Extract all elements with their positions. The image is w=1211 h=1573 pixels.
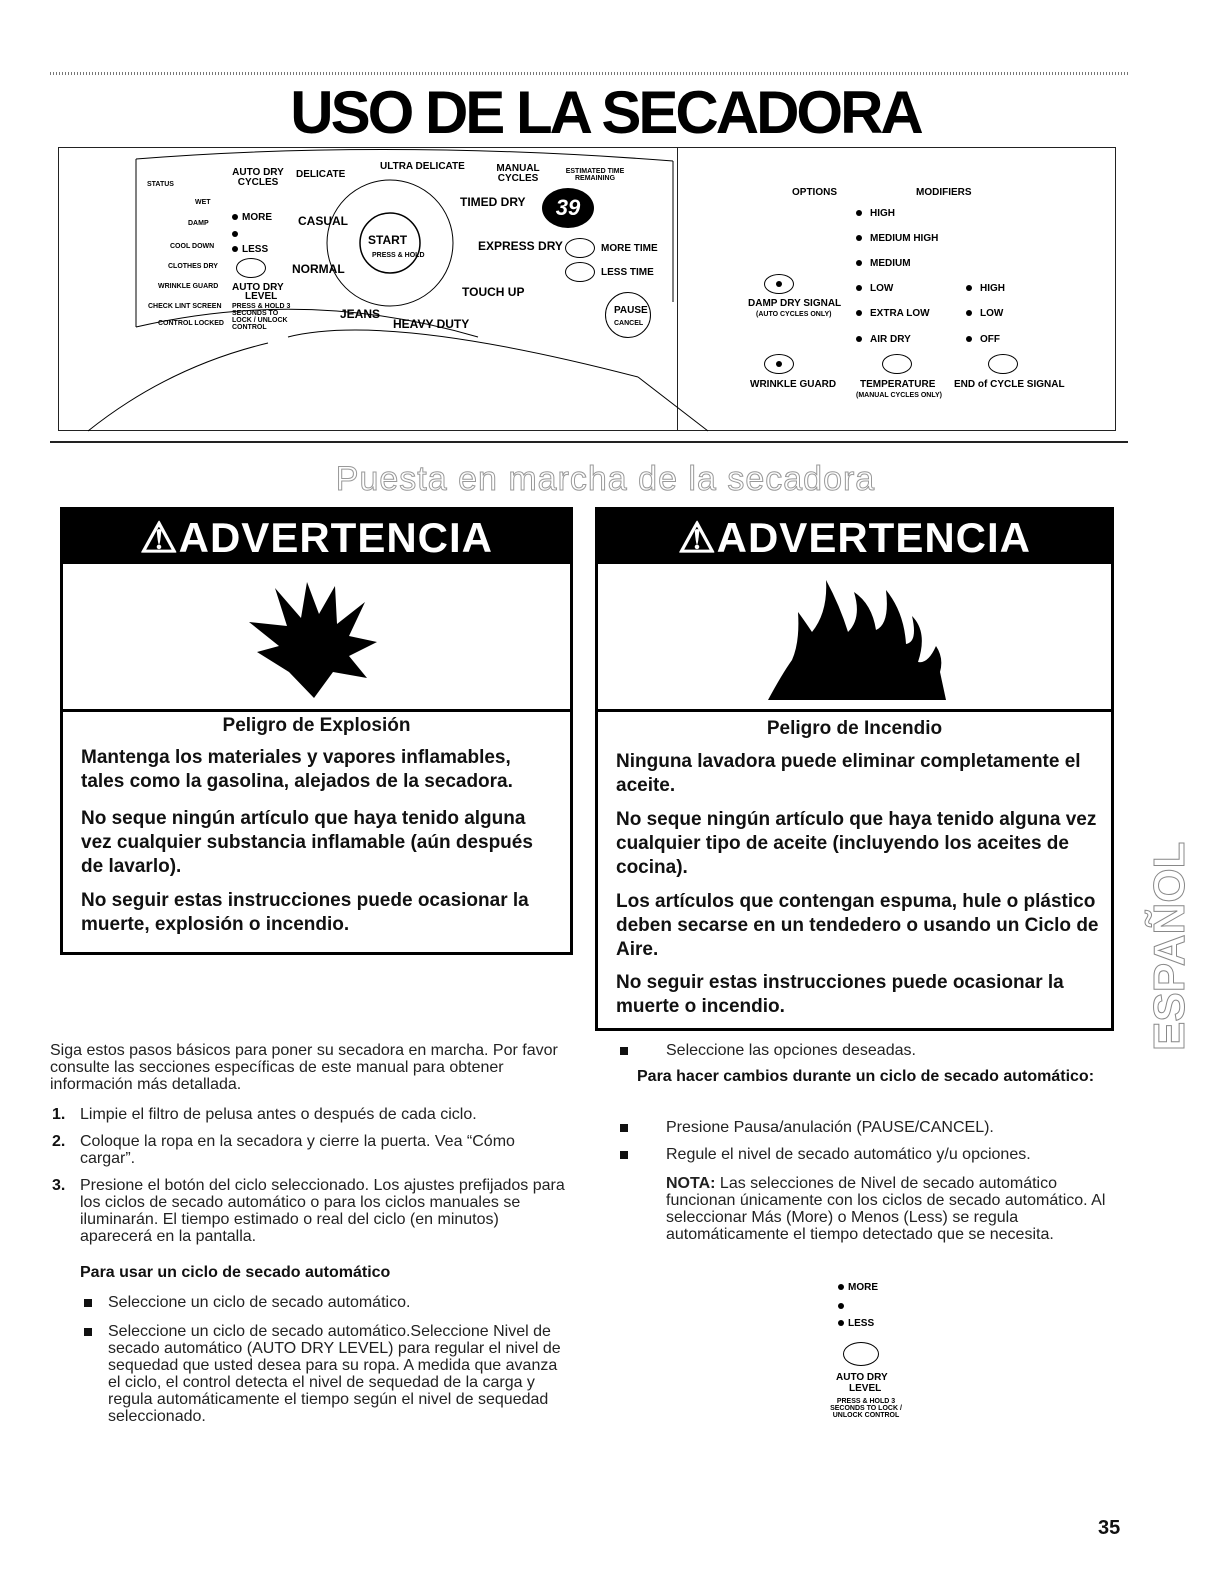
step-number: 1. [52,1106,66,1123]
bullet-text: Seleccione las opciones deseadas. [666,1042,916,1059]
less-label: LESS [848,1318,875,1329]
bullet-icon [620,1047,628,1055]
step-number: 2. [52,1133,66,1150]
normal-label: NORMAL [292,262,345,276]
warning-triangle-icon: ⚠ [677,514,717,561]
bullet-icon [620,1151,628,1159]
more-label: MORE [848,1282,878,1293]
status-damp: DAMP [188,220,209,227]
warning-paragraph: Ninguna lavadora puede eliminar completamente el aceite. [616,751,1081,796]
more-dot [838,1284,844,1290]
auto-cycle-heading: Para usar un ciclo de secado automático [80,1264,391,1281]
section-heading: Puesta en marcha de la secadora [335,460,876,498]
wrinkle-guard-label: WRINKLE GUARD [750,379,837,390]
status-wet: WET [195,199,211,206]
timed-dry-label: TIMED DRY [460,195,526,209]
bullet-text: Seleccione un ciclo de secado automático. [108,1294,411,1311]
warning-title-bar [598,510,1111,564]
auto-dry-label: AUTO DRY [232,282,284,293]
status-clothes-dry: CLOTHES DRY [168,263,218,270]
signal-dot-low [966,310,972,316]
warning-title-bar [63,510,570,564]
auto-dry-label: AUTO DRY [836,1372,888,1383]
mod-high: HIGH [870,208,895,219]
mod-low: LOW [870,283,894,294]
top-dotted-rule [50,72,1128,75]
wrinkle-guard-button[interactable] [764,354,794,374]
intro-text: Siga estos pasos básicos para poner su secadora en marcha. Por favor consulte las secciones específicas de este manual para obtener información más detallada. [50,1042,558,1093]
signal-low: LOW [980,308,1004,319]
less-time-button[interactable] [565,262,595,282]
bullet-icon [84,1328,92,1336]
bullet-icon [620,1124,628,1132]
explosion-icon [249,582,379,700]
mod-dot-medium [856,260,862,266]
ultra-delicate-label: ULTRA DELICATE [380,161,465,172]
delicate-label: DELICATE [296,169,346,180]
explosion-icon-area [63,564,570,712]
manual-cycles-only-label: (MANUAL CYCLES ONLY) [856,392,942,399]
change-heading: Para hacer cambios durante un ciclo de secado automático: [637,1068,1095,1085]
damp-dry-signal-button[interactable] [764,274,794,294]
note-label: NOTA: [666,1175,716,1192]
fire-icon [768,572,948,702]
signal-dot-high [966,285,972,291]
warning-title: ADVERTENCIA [178,514,493,561]
mod-medium: MEDIUM [870,258,911,269]
note-text [666,1175,1128,1243]
signal-off: OFF [980,334,1000,345]
end-of-cycle-signal-label: END of CYCLE SIGNAL [954,379,1065,390]
step-text: Limpie el filtro de pelusa antes o después de cada ciclo. [80,1106,477,1123]
page-title: USO DE LA SECADORA [290,79,921,146]
pause-label: PAUSE [614,305,648,316]
warning-paragraph: No seguir estas instrucciones puede ocasionar la muerte o incendio. [616,972,1064,1017]
explosion-warning [60,507,573,955]
auto-dry-level-button[interactable] [236,258,266,278]
warning-paragraph: No seguir estas instrucciones puede ocasionar la muerte, explosión o incendio. [81,890,529,935]
mod-air-dry: AIR DRY [870,334,911,345]
status-wrinkle-guard: WRINKLE GUARD [158,283,219,290]
heavy-duty-label: HEAVY DUTY [393,317,470,331]
more-dot [232,214,238,220]
bullet-icon [84,1299,92,1307]
fire-icon-area [598,564,1111,712]
middle-dot [232,231,238,237]
more-label: MORE [242,212,272,223]
mod-dot-low [856,285,862,291]
bullet-text: Regule el nivel de secado automático y/u opciones. [666,1146,1031,1163]
more-time-button[interactable] [565,238,595,258]
signal-dot-off [966,336,972,342]
mod-dot-air-dry [856,336,862,342]
mod-dot-medium-high [856,235,862,241]
level-label: LEVEL [849,1383,882,1394]
middle-dot [838,1303,844,1309]
mod-dot-high [856,210,862,216]
warning-subtitle: Peligro de Incendio [766,718,943,739]
less-label: LESS [242,244,269,255]
warning-paragraph: No seque ningún artículo que haya tenido alguna vez cualquier tipo de aceite (incluyendo los aceites de cocina). [616,809,1097,878]
touch-up-label: TOUCH UP [462,285,525,299]
status-label: STATUS [147,181,174,188]
auto-dry-level-button[interactable] [843,1342,879,1366]
estimated-time-label: ESTIMATED TIME REMAINING [565,168,625,182]
mod-medium-high: MEDIUM HIGH [870,233,939,244]
step-text: Coloque la ropa en la secadora y cierre la puerta. Vea “Cómo cargar”. [80,1133,515,1167]
damp-dry-signal-label: DAMP DRY SIGNAL [748,298,842,309]
options-label: OPTIONS [792,187,838,198]
level-label: LEVEL [245,291,278,302]
panel-bottom-rule [50,441,1128,443]
start-button[interactable]: START [368,233,408,247]
time-display: 39 [542,188,594,228]
warning-triangle-icon: ⚠ [139,514,179,561]
warning-paragraph: Los artículos que contengan espuma, hule o plástico deben secarse en un tendedero o usando un Ciclo de Aire. [616,891,1099,960]
temperature-button[interactable] [882,354,912,374]
end-of-cycle-signal-button[interactable] [988,354,1018,374]
step-number: 3. [52,1177,66,1194]
status-cool-down: COOL DOWN [170,243,215,250]
press-hold-label: PRESS & HOLD [372,252,425,259]
side-tab-text: ESPAÑOL [1145,841,1194,1051]
more-time-label: MORE TIME [601,243,658,254]
bullet-text: Seleccione un ciclo de secado automático.Seleccione Nivel de secado automático (AUTO DRY LEVEL) para regular el nivel de sequedad que usted desea para su ropa. A medida que avanza el ciclo, el control detecta el nivel de sequedad de la carga y regula automáticamente el tiempo según el nivel de sequedad seleccionado. [108,1323,561,1425]
bullet-text: Presione Pausa/anulación (PAUSE/CANCEL). [666,1119,994,1136]
jeans-label: JEANS [340,307,381,321]
modifiers-label: MODIFIERS [916,187,972,198]
press-hold-unlock-label: PRESS & HOLD 3 SECONDS TO LOCK / UNLOCK CONTROL [232,303,291,331]
temperature-label: TEMPERATURE [860,379,936,390]
signal-high: HIGH [980,283,1005,294]
less-dot [232,246,238,252]
less-time-label: LESS TIME [601,267,654,278]
warning-paragraph: No seque ningún artículo que haya tenido alguna vez cualquier substancia inflamable (aún después de lavarlo). [81,808,533,877]
press-hold-unlock-label: PRESS & HOLD 3 SECONDS TO LOCK / UNLOCK CONTROL [830,1398,902,1419]
cancel-label: CANCEL [614,320,644,327]
note-body: Las selecciones de Nivel de secado automático funcionan únicamente con los ciclos de secado automático. Al seleccionar Más (More) o Menos (Less) se regula automáticamente el tiempo detectado que se necesita. [666,1175,1106,1243]
warning-subtitle: Peligro de Explosión [222,715,411,736]
manual-cycles-label: MANUAL CYCLES [496,163,540,184]
status-control-locked: CONTROL LOCKED [158,320,224,327]
express-dry-label: EXPRESS DRY [478,239,563,253]
warning-title: ADVERTENCIA [716,514,1031,561]
status-check-lint: CHECK LINT SCREEN [148,303,222,310]
page-number: 35 [1098,1517,1121,1539]
fire-warning [595,507,1114,1031]
warning-paragraph: Mantenga los materiales y vapores inflamables, tales como la gasolina, alejados de la secadora. [81,747,513,792]
auto-cycles-only-label: (AUTO CYCLES ONLY) [756,311,832,318]
mod-extra-low: EXTRA LOW [870,308,930,319]
auto-dry-cycles-label: AUTO DRY CYCLES [232,167,284,188]
less-dot [838,1320,844,1326]
mod-dot-extra-low [856,310,862,316]
step-text: Presione el botón del ciclo seleccionado. Los ajustes prefijados para los ciclos de secado automático o para los ciclos manuales se iluminarán. El tiempo estimado o real del ciclo (en minutos) aparecerá en la pantalla. [80,1177,565,1245]
casual-label: CASUAL [298,214,348,228]
side-tab [1145,815,1194,1055]
